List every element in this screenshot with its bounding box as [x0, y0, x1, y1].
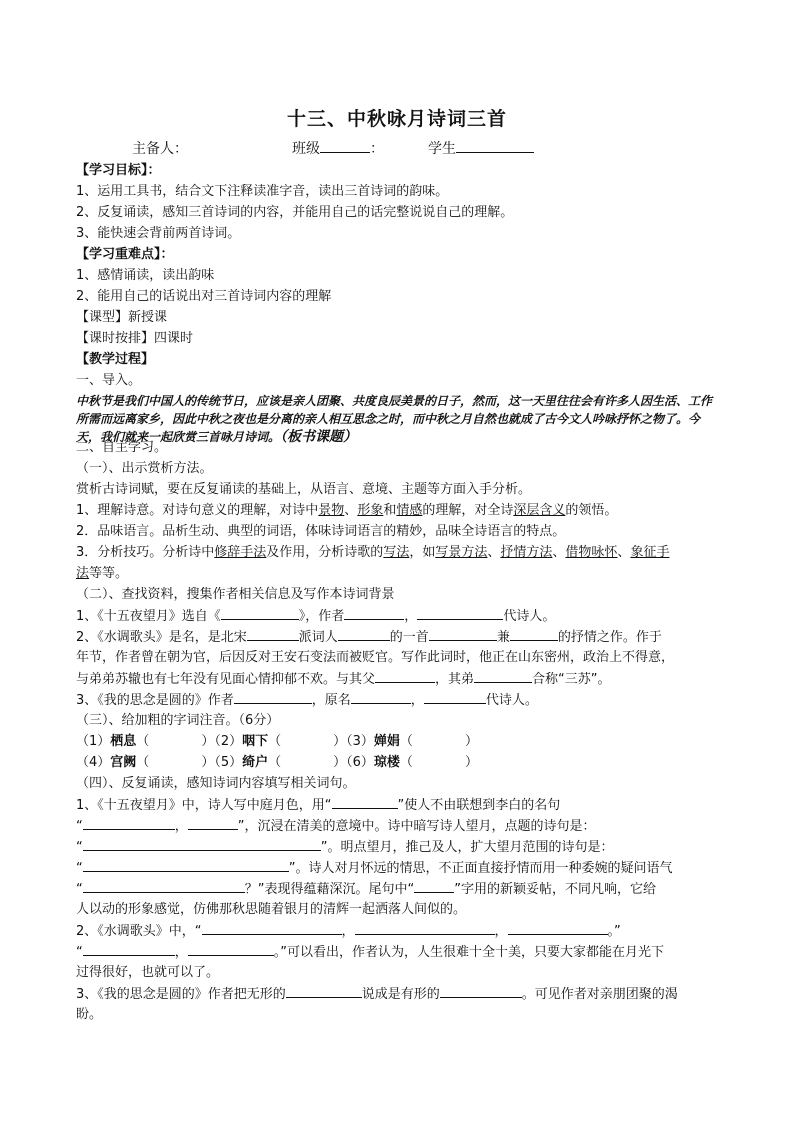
- method-item-cont: 法等等。: [76, 566, 129, 581]
- answer-blank[interactable]: [417, 605, 503, 620]
- class-field: [292, 138, 384, 158]
- subsection-heading: （四）、反复诵读，感知诗词内容填写相关词句。: [76, 776, 356, 791]
- answer-blank[interactable]: [424, 689, 486, 704]
- method-item: 1、理解诗意。对诗句意义的理解，对诗中景物、形象和情感的理解，对全诗深层含义的领悟。: [76, 503, 618, 518]
- answer-blank[interactable]: [188, 941, 274, 956]
- lesson-time: 【课时按排】四课时: [76, 331, 194, 346]
- subsection-heading: （二）、查找资料，搜集作者相关信息及写作本诗词背景: [76, 587, 395, 602]
- answer-blank[interactable]: [414, 878, 454, 893]
- recite-3-cont: 盼。: [76, 1007, 103, 1022]
- question-2-cont: 年节，作者曾在朝为官，后因反对王安石变法而被贬官。写作此词时，他正在山东密州，政治上不得意，: [76, 650, 675, 665]
- subsection-heading: （一）、出示赏析方法。: [76, 461, 213, 476]
- answer-blank[interactable]: [202, 920, 342, 935]
- student-blank[interactable]: [456, 138, 534, 153]
- recite-2-cont: 过得很好，也就可以了。: [76, 965, 220, 980]
- answer-blank[interactable]: [474, 668, 532, 683]
- class-colon: ：: [370, 141, 384, 157]
- answer-blank[interactable]: [83, 857, 289, 872]
- answer-blank[interactable]: [83, 815, 175, 830]
- answer-blank[interactable]: [83, 836, 321, 851]
- intro-text: 中秋节是我们中国人的传统节日，应该是亲人团聚、共度良辰美景的日子，然而，这一天里往往会有许多人因生活、工作所需而远离家乡，因此中秋之夜也是分离的亲人相互思念之时，而中秋之月自然也就成了古今文人吟咏抒怀之物了。今天，我们就来一起欣赏三首咏月诗词。: [76, 394, 713, 444]
- goal-item: 1、运用工具书，结合文下注释读准字音，读出三首诗词的韵味。: [76, 184, 449, 199]
- pinyin-row: （4）宫阙（ ）（5）绮户（ ）（6）琼楼（ ）: [76, 755, 478, 770]
- student-field: [428, 138, 534, 158]
- lesson-type: 【课型】新授课: [76, 310, 168, 325]
- intro-heading: 一、导入。: [76, 373, 142, 388]
- method-item: 3．分析技巧。分析诗中修辞手法及作用，分析诗歌的写法，如写景方法、抒情方法、借物咏怀、象征手: [76, 545, 670, 560]
- answer-blank[interactable]: [286, 983, 362, 998]
- goal-item: 3、能快速会背前两首诗词。: [76, 226, 241, 241]
- method-item: 2．品味语言。品析生动、典型的词语，体味诗词语言的精妙，品味全诗语言的特点。: [76, 524, 566, 539]
- recite-1-cont: “ ， ”，沉浸在清美的意境中。诗中暗写诗人望月，点题的诗句是：: [76, 815, 722, 837]
- answer-blank[interactable]: [510, 626, 558, 641]
- recite-1: 1、《十五夜望月》中，诗人写中庭月色，用“ ”使人不由联想到李白的名句: [76, 794, 722, 816]
- page-title: 十三、中秋咏月诗词三首: [286, 108, 507, 130]
- answer-blank[interactable]: [234, 689, 312, 704]
- class-blank[interactable]: [320, 138, 370, 153]
- answer-blank[interactable]: [375, 668, 435, 683]
- keypoint-item: 1、感情诵读，读出韵味: [76, 268, 215, 283]
- question-1: 1、《十五夜望月》选自《 》，作者 ， 代诗人。: [76, 605, 722, 627]
- recite-3: 3、《我的思念是圆的》作者把无形的 说成是有形的 。可见作者对亲朋团聚的渴: [76, 983, 722, 1005]
- answer-blank[interactable]: [83, 941, 175, 956]
- answer-blank[interactable]: [83, 878, 245, 893]
- answer-blank[interactable]: [221, 605, 299, 620]
- answer-blank[interactable]: [508, 920, 608, 935]
- recite-2-cont: “ ， 。”可以看出，作者认为，人生很难十全十美，只要大家都能在月光下: [76, 941, 722, 963]
- answer-blank[interactable]: [351, 689, 411, 704]
- answer-blank[interactable]: [247, 626, 299, 641]
- keypoints-heading: 【学习重难点】：: [76, 247, 174, 262]
- answer-blank[interactable]: [188, 815, 238, 830]
- answer-blank[interactable]: [440, 983, 522, 998]
- question-2: 2、《水调歌头》是名，是北宋 派词人 的一首 兼 的抒情之作。作于: [76, 626, 722, 648]
- recite-1-cont: “ ”。诗人对月怀远的情思，不正面直接抒情而用一种委婉的疑问语气: [76, 857, 722, 879]
- subsection-heading: （三）、给加粗的字词注音。（6分）: [76, 713, 280, 728]
- recite-2: 2、《水调歌头》中，“ ， ， 。”: [76, 920, 722, 942]
- answer-blank[interactable]: [332, 794, 398, 809]
- method-intro: 赏析古诗词赋，要在反复诵读的基础上，从语言、意境、主题等方面入手分析。: [76, 482, 532, 497]
- question-2-cont: 与弟弟苏辙也有七年没有见面心情抑郁不欢。与其父 ，其弟 合称“三苏”。: [76, 668, 722, 690]
- board-note: （板书课题）: [280, 429, 358, 445]
- question-3: 3、《我的思念是圆的》作者 ，原名 ， 代诗人。: [76, 689, 722, 711]
- goal-item: 2、反复诵读，感知三首诗词的内容，并能用自己的话完整说说自己的理解。: [76, 205, 514, 220]
- pinyin-row: （1）栖息（ ）（2）咽下（ ）（3）婵娟（ ）: [76, 734, 478, 749]
- class-label: 班级: [292, 141, 320, 157]
- goals-heading: 【学习目标】：: [76, 163, 161, 178]
- answer-blank[interactable]: [429, 626, 497, 641]
- answer-blank[interactable]: [344, 605, 404, 620]
- answer-blank[interactable]: [338, 626, 390, 641]
- answer-blank[interactable]: [355, 920, 495, 935]
- self-study-heading: 二、自主学习。: [76, 440, 168, 455]
- student-label: 学生: [428, 141, 456, 157]
- process-heading: 【教学过程】: [76, 352, 155, 367]
- recite-1-cont: “ ”。明点望月，推己及人，扩大望月范围的诗句是：: [76, 836, 722, 858]
- preparer-label: 主备人：: [132, 141, 188, 157]
- recite-1-cont: 人以动的形象感觉，仿佛那秋思随着银月的清辉一起洒落人间似的。: [76, 902, 467, 917]
- recite-1-cont: “ ？”表现得蕴藉深沉。尾句中“ ”字用的新颖妥帖，不同凡响，它给: [76, 878, 722, 900]
- keypoint-item: 2、能用自己的话说出对三首诗词内容的理解: [76, 289, 332, 304]
